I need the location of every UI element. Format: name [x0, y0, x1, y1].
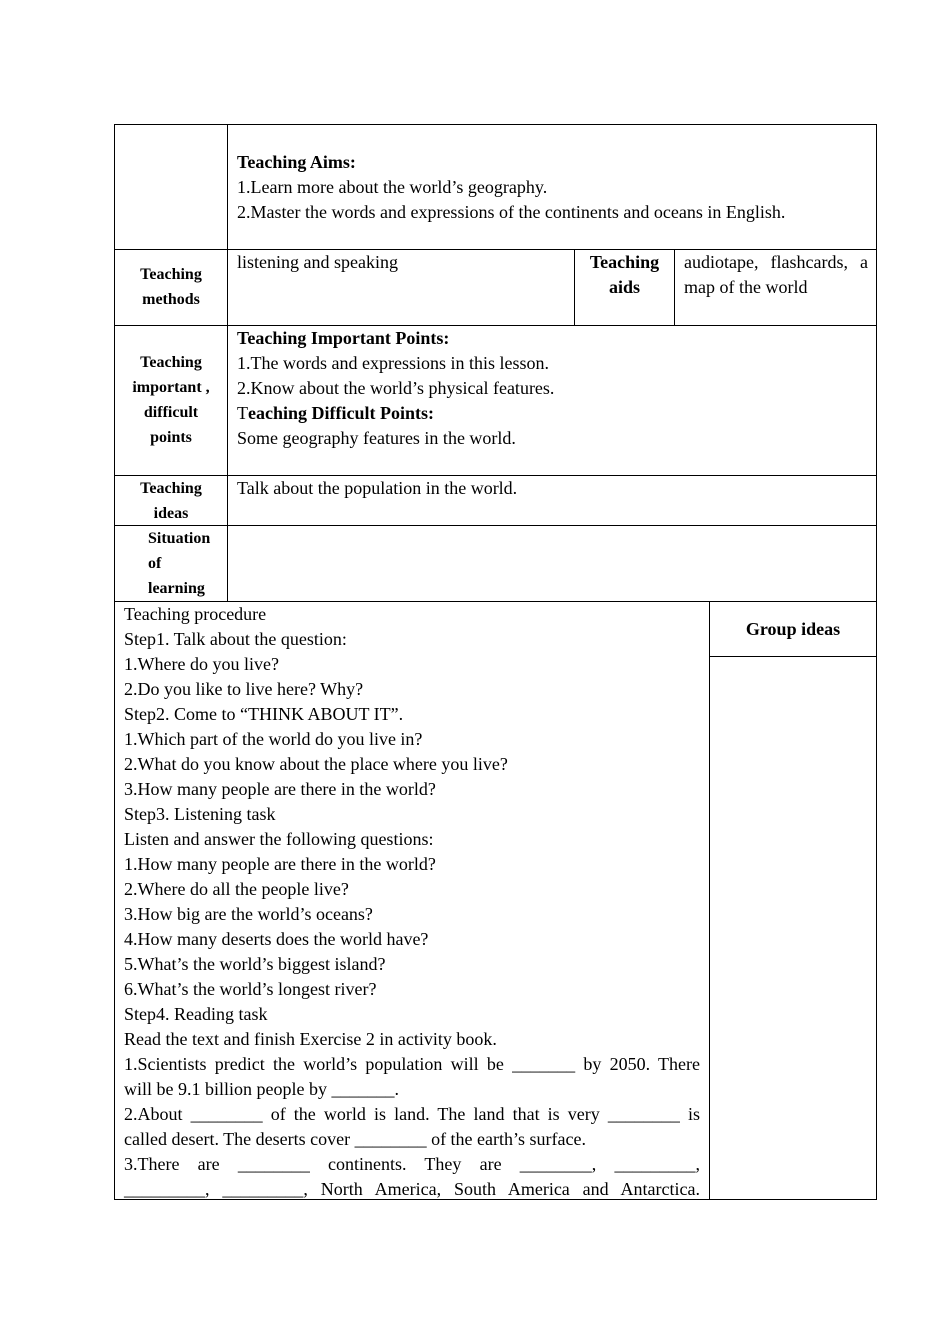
procedure-line: 1.Which part of the world do you live in?	[124, 729, 423, 749]
teaching-aims	[237, 150, 867, 225]
teaching-aids-value: audiotape, flashcards, a map of the world	[684, 252, 868, 297]
exercise-line: _________, _________, North America, South America and Antarctica.	[124, 1179, 700, 1199]
procedure-line: 3.How big are the world’s oceans?	[124, 904, 373, 924]
teaching-aim-item: 2.Master the words and expressions of the continents and oceans in English.	[237, 202, 786, 222]
procedure-line: 3.How many people are there in the world?	[124, 779, 436, 799]
procedure-line: Read the text and finish Exercise 2 in activity book.	[124, 1029, 497, 1049]
teaching-aids-label: Teaching aids	[589, 252, 660, 297]
procedure-line: Step4. Reading task	[124, 1004, 268, 1024]
procedure-line: Step3. Listening task	[124, 804, 276, 824]
important-point-item: 1.The words and expressions in this lesson.	[237, 353, 549, 373]
procedure-line: 2.Where do all the people live?	[124, 879, 349, 899]
teaching-aim-item: 1.Learn more about the world’s geography.	[237, 177, 548, 197]
procedure-line: Step1. Talk about the question:	[124, 629, 347, 649]
procedure-line: Listen and answer the following questions:	[124, 829, 434, 849]
exercise-line: 3.There are ________ continents. They are ________, _________,	[124, 1154, 700, 1174]
difficult-points-heading: Teaching Difficult Points:	[237, 403, 434, 423]
exercise-line: 1.Scientists predict the world’s population will be _______ by 2050. There	[124, 1054, 700, 1074]
procedure-line: 6.What’s the world’s longest river?	[124, 979, 377, 999]
situation-of-learning-label: Situation of learning	[148, 530, 211, 597]
procedure-line: 1.Where do you live?	[124, 654, 279, 674]
important-points	[237, 326, 867, 451]
procedure-line: 2.Do you like to live here? Why?	[124, 679, 364, 699]
teaching-aims-heading: Teaching Aims:	[237, 152, 356, 172]
procedure-line: 5.What’s the world’s biggest island?	[124, 954, 386, 974]
important-point-item: 2.Know about the world’s physical features.	[237, 378, 555, 398]
procedure-line: 4.How many deserts does the world have?	[124, 929, 429, 949]
procedure-line: 1.How many people are there in the world?	[124, 854, 436, 874]
procedure-line: Step2. Come to “THINK ABOUT IT”.	[124, 704, 404, 724]
important-points-heading: Teaching Important Points:	[237, 328, 450, 348]
important-points-label: Teaching important , difficult points	[132, 354, 210, 446]
teaching-ideas-value: Talk about the population in the world.	[237, 478, 518, 498]
teaching-ideas-label: Teaching ideas	[140, 480, 202, 522]
exercise-line: called desert. The deserts cover ________ of the earth’s surface.	[124, 1129, 586, 1149]
exercise-line: will be 9.1 billion people by _______.	[124, 1079, 399, 1099]
procedure-title: Teaching procedure	[124, 604, 267, 624]
teaching-methods-label: Teaching methods	[140, 266, 202, 308]
exercise-line: 2.About ________ of the world is land. The land that is very ________ is	[124, 1104, 700, 1124]
teaching-procedure	[124, 602, 700, 1202]
procedure-line: 2.What do you know about the place where you live?	[124, 754, 508, 774]
difficult-point-item: Some geography features in the world.	[237, 428, 516, 448]
teaching-methods-value: listening and speaking	[237, 252, 398, 272]
group-ideas-header: Group ideas	[745, 619, 841, 639]
